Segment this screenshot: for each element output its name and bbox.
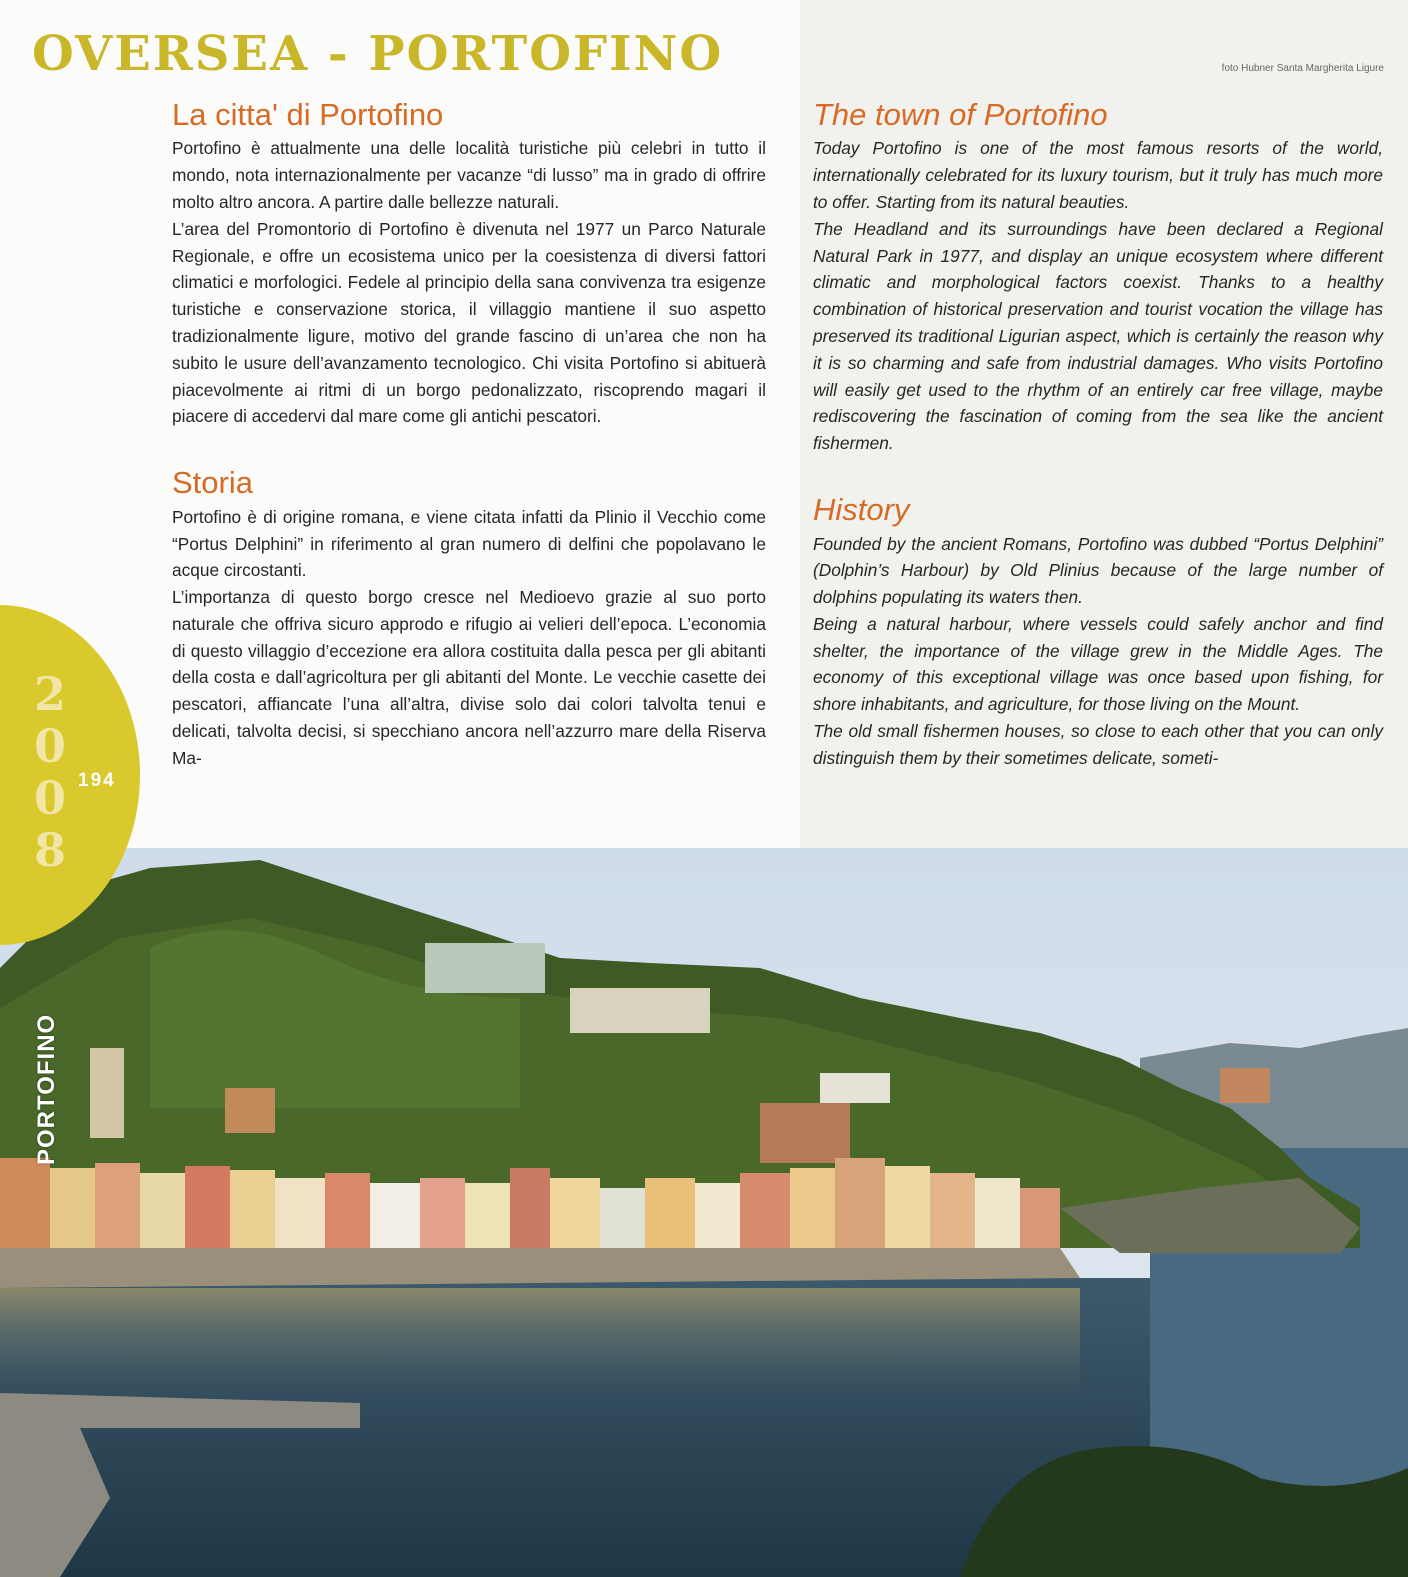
year-label: [28, 668, 72, 876]
italian-section1-heading: La citta' di Portofino: [172, 97, 444, 132]
year-digit: 0: [33, 771, 66, 825]
year-digit: 8: [33, 823, 66, 877]
italian-column: [172, 98, 766, 772]
italian-section1-paragraph: Portofino è attualmente una delle località turistiche più celebri in tutto il mondo, nota internazionalmente per vacanze “di lusso” ma in grado di offrire molto altro ancora. A partire dalle bellezze naturali.: [172, 138, 766, 213]
english-section1-heading: The town of Portofino: [813, 97, 1108, 132]
english-section1-paragraph: Today Portofino is one of the most famous resorts of the world, internationally celebrated for its luxury tourism, but it truly has much more to offer. Starting from its natural beauties.: [813, 138, 1383, 213]
english-section2-paragraph: Being a natural harbour, where vessels could safely anchor and find shelter, the importance of the village grew in the Middle Ages. The economy of this exceptional village was once based upon fishing, for shore inhabitants, and agriculture, for those living on the Mount.: [813, 613, 1383, 715]
italian-section2-paragraph: Portofino è di origine romana, e viene citata infatti da Plinio il Vecchio come “Portus Delphini” in riferimento al gran numero di delfini che popolavano le acque circostanti.: [172, 506, 766, 581]
page-number: 194: [78, 770, 116, 791]
page-title: OVERSEA - PORTOFINO: [32, 26, 724, 82]
english-section1-paragraph: The Headland and its surroundings have been declared a Regional Natural Park in 1977, and display an unique ecosystem where different climatic and morphological factors coexist. Thanks to a healthy combination of historical preservation and tourist vocation the village has preserved its traditional Ligurian aspect, which is certainly the reason why it is so charming and safe from industrial damages. Who visits Portofino will easily get used to the rhythm of an entirely car free village, maybe rediscovering the fascination of coming from the sea like the ancient fishermen.: [813, 218, 1383, 454]
year-digit: 2: [33, 667, 66, 721]
vertical-section-label: PORTOFINO: [33, 1013, 60, 1165]
english-section2-paragraph: The old small fishermen houses, so close to each other that you can only distinguish them by their sometimes delicate, someti-: [813, 721, 1383, 768]
portofino-harbour-photo: [0, 848, 1408, 1577]
italian-section2-heading: Storia: [172, 465, 253, 501]
italian-section1-paragraph: L’area del Promontorio di Portofino è divenuta nel 1977 un Parco Naturale Regionale, e offre un ecosistema unico per la coesistenza di diversi fattori climatici e morfologici. Fedele al principio della sana convivenza tra esigenze turistiche e conservazione storica, il villaggio mantiene il suo aspetto tradizionalmente ligure, motivo del grande fascino di un’area che non ha subito le usure dell’avanzamento tecnologico. Chi visita Portofino si abituerà piacevolmente ai ritmi di un borgo pedonalizzato, riscoprendo magari il piacere di accedervi dal mare come gli antichi pescatori.: [172, 218, 766, 427]
english-section2-heading: History: [813, 492, 910, 528]
italian-section2-paragraph: L’importanza di questo borgo cresce nel Medioevo grazie al suo porto naturale che offriva sicuro approdo e rifugio ai velieri dell’epoca. L’economia di questo villaggio d’eccezione era allora costituita dalla pesca per gli abitanti della costa e dall’agricoltura per gli abitanti del Monte. Le vecchie casette dei pescatori, affiancate l’una all’altra, divise solo dai colori talvolta tenui e delicati, talvolta decisi, si specchiano ancora nell’azzurro mare della Riserva Ma-: [172, 587, 766, 768]
year-digit: 0: [33, 719, 66, 773]
photo-credit: foto Hubner Santa Margherita Ligure: [1221, 63, 1384, 74]
english-column: [813, 98, 1383, 772]
english-section2-paragraph: Founded by the ancient Romans, Portofino was dubbed “Portus Delphini” (Dolphin’s Harbour) by Old Plinius because of the large number of dolphins populating its waters then.: [813, 533, 1383, 608]
